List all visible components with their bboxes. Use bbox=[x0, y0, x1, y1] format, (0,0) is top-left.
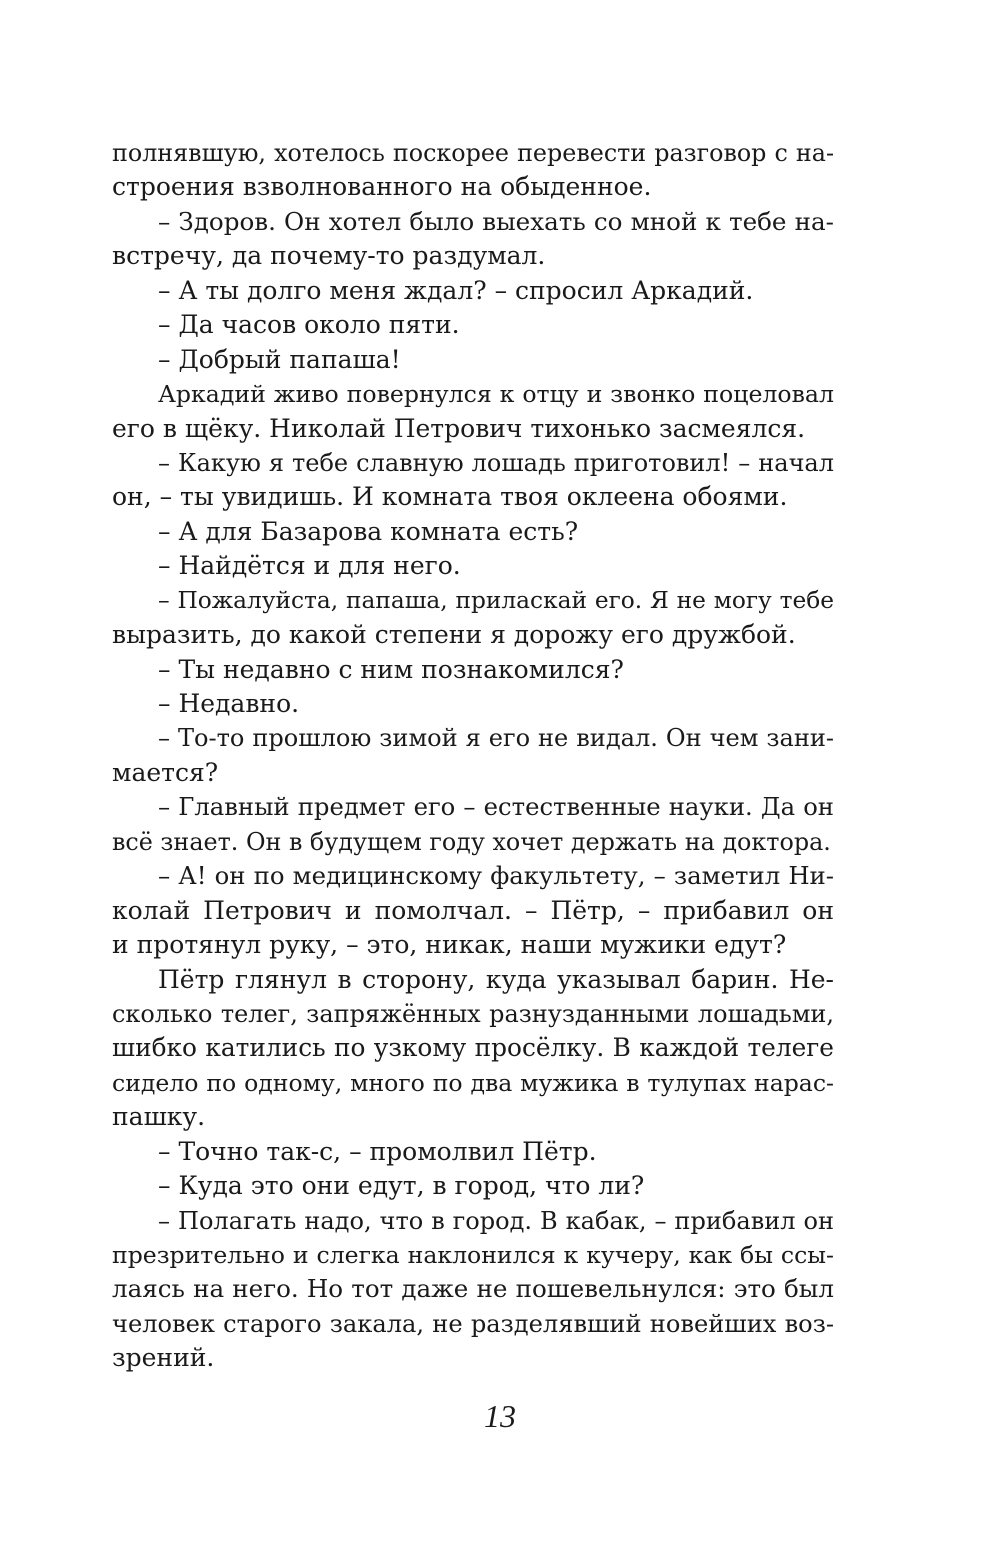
text-line: – То-то прошлою зимой я его не видал. Он чем зани- bbox=[158, 724, 834, 753]
text-line: мается? bbox=[112, 757, 219, 787]
text-line: – Здоров. Он хотел было выехать со мной к тебе на- bbox=[158, 206, 834, 236]
text-line: – Недавно. bbox=[158, 689, 300, 718]
text-line: колай Петрович и помолчал. – Пётр, – прибавил он bbox=[112, 895, 834, 925]
text-line: он, – ты увидишь. И комната твоя оклеена обоями. bbox=[112, 482, 788, 512]
text-line: его в щёку. Николай Петрович тихонько засмеялся. bbox=[112, 413, 806, 443]
text-line: человек старого закала, не разделявший новейших воз- bbox=[112, 1309, 834, 1338]
text-line: Аркадий живо повернулся к отцу и звонко поцеловал bbox=[158, 380, 834, 409]
text-line: – А! он по медицинскому факультету, – заметил Ни- bbox=[158, 861, 834, 891]
text-line: выразить, до какой степени я дорожу его дружбой. bbox=[112, 620, 796, 650]
text-line: Пётр глянул в сторону, куда указывал барин. Не- bbox=[158, 964, 834, 994]
text-line: – Добрый папаша! bbox=[158, 344, 401, 374]
text-line: – Куда это они едут, в город, что ли? bbox=[158, 1171, 645, 1201]
text-line: сидело по одному, много по два мужика в тулупах нарас- bbox=[112, 1068, 834, 1097]
text-line: – Ты недавно с ним познакомился? bbox=[158, 654, 624, 684]
text-line: презрительно и слегка наклонился к кучеру, как бы ссы- bbox=[112, 1241, 834, 1269]
text-line: и протянул руку, – это, никак, наши мужики едут? bbox=[112, 930, 787, 960]
text-line: – Главный предмет его – естественные науки. Да он bbox=[158, 792, 834, 822]
text-line: шибко катились по узкому просёлку. В каждой телеге bbox=[112, 1033, 834, 1063]
text-line: – Какую я тебе славную лошадь приготовил! – начал bbox=[158, 448, 834, 477]
text-line: полнявшую, хотелось поскорее перевести разговор с на- bbox=[112, 139, 834, 167]
text-line: – Да часов около пяти. bbox=[158, 310, 460, 340]
text-line: – А для Базарова комната есть? bbox=[158, 516, 579, 546]
text-line: лаясь на него. Но тот даже не пошевельнулся: это был bbox=[112, 1274, 834, 1304]
text-line: сколько телег, запряжённых разнузданными лошадьми, bbox=[112, 999, 834, 1028]
body-text bbox=[112, 136, 834, 1376]
text-line: всё знает. Он в будущем году хочет держать на доктора. bbox=[112, 827, 831, 856]
text-line: – А ты долго меня ждал? – спросил Аркадий. bbox=[158, 275, 754, 305]
text-line: зрений. bbox=[112, 1343, 215, 1373]
text-line: – Пожалуйста, папаша, приласкай его. Я не могу тебе bbox=[158, 586, 834, 614]
text-line: строения взволнованного на обыденное. bbox=[112, 172, 652, 202]
text-line: – Найдётся и для него. bbox=[158, 551, 461, 581]
text-line: – Точно так-с, – промолвил Пётр. bbox=[158, 1136, 597, 1166]
text-line: – Полагать надо, что в город. В кабак, – прибавил он bbox=[158, 1206, 834, 1235]
text-line: встречу, да почему-то раздумал. bbox=[112, 241, 546, 271]
page-number: 13 bbox=[484, 1398, 516, 1434]
text-line: пашку. bbox=[112, 1102, 206, 1132]
